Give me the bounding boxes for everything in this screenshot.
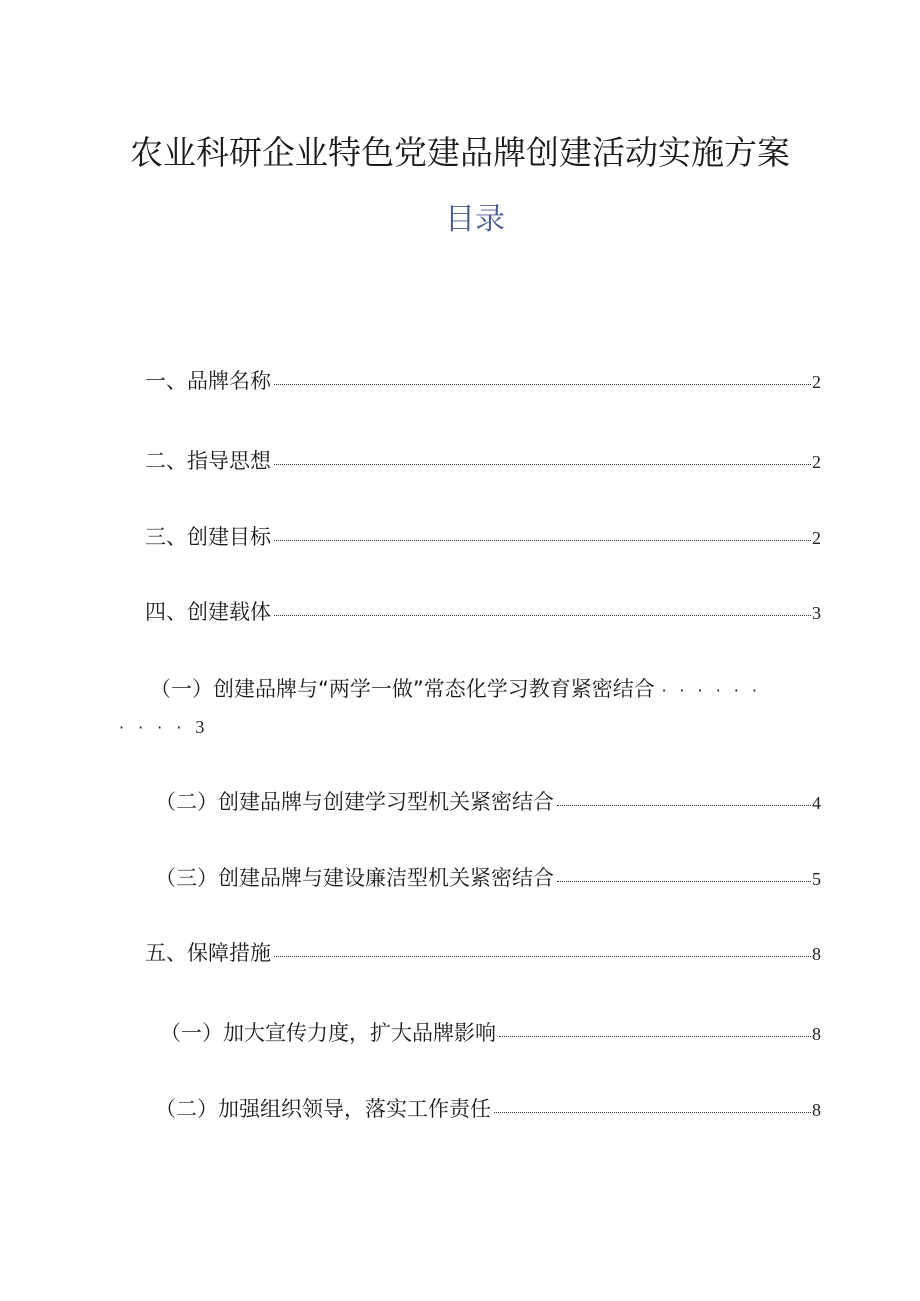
toc-entry-page: 3 <box>195 717 205 737</box>
toc-leader-dots <box>274 384 811 385</box>
toc-leader-dots: ······ <box>661 681 770 700</box>
toc-leader-dots: ···· <box>119 718 196 737</box>
toc-leader-dots <box>494 1112 811 1113</box>
toc-entry-page: 2 <box>812 452 821 472</box>
toc-entry-page: 4 <box>812 793 821 813</box>
toc-entry[interactable] <box>155 787 821 818</box>
toc-entry[interactable] <box>145 366 821 397</box>
toc-entry-page: 8 <box>812 944 821 964</box>
toc-leader-dots <box>557 881 811 882</box>
toc-entry[interactable] <box>145 446 821 477</box>
toc-heading: 目录 <box>445 202 505 237</box>
toc-entry-page: 2 <box>812 528 821 548</box>
toc-entry-page: 2 <box>812 372 821 392</box>
toc-entry-label: （三）创建品牌与建设廉洁型机关紧密结合 <box>155 866 554 890</box>
toc-entry-page: 3 <box>812 603 821 623</box>
toc-entry-page: 8 <box>812 1024 821 1044</box>
toc-entry[interactable] <box>145 597 821 628</box>
toc-leader-dots <box>499 1036 811 1037</box>
toc-entry[interactable] <box>160 1018 821 1049</box>
toc-entry[interactable] <box>145 522 821 553</box>
toc-entry-label: （一）加大宣传力度，扩大品牌影响 <box>160 1021 496 1045</box>
toc-entry-label: 五、保障措施 <box>145 941 271 965</box>
toc-leader-dots <box>274 464 811 465</box>
toc-entry-label: （一）创建品牌与“两学一做”常态化学习教育紧密结合 <box>150 677 655 701</box>
toc-entry-label: （二）创建品牌与创建学习型机关紧密结合 <box>155 790 554 814</box>
toc-entry-label: 三、创建目标 <box>145 525 271 549</box>
toc-entry[interactable] <box>155 1094 821 1125</box>
toc-entry-label: 二、指导思想 <box>145 449 271 473</box>
toc-entry-label: （二）加强组织领导，落实工作责任 <box>155 1097 491 1121</box>
toc-entry-page: 5 <box>812 869 821 889</box>
toc-entry-line2 <box>119 714 204 741</box>
toc-entry-label: 一、品牌名称 <box>145 369 271 393</box>
toc-leader-dots <box>557 805 811 806</box>
document-title: 农业科研企业特色党建品牌创建活动实施方案 <box>130 133 790 172</box>
toc-entry[interactable] <box>145 938 821 969</box>
toc-entry-page: 8 <box>812 1100 821 1120</box>
toc-entry-label: 四、创建载体 <box>145 600 271 624</box>
toc-entry[interactable] <box>155 863 821 894</box>
toc-entry-line1 <box>150 674 770 706</box>
toc-leader-dots <box>274 540 811 541</box>
toc-leader-dots <box>274 956 811 957</box>
toc-leader-dots <box>274 615 811 616</box>
